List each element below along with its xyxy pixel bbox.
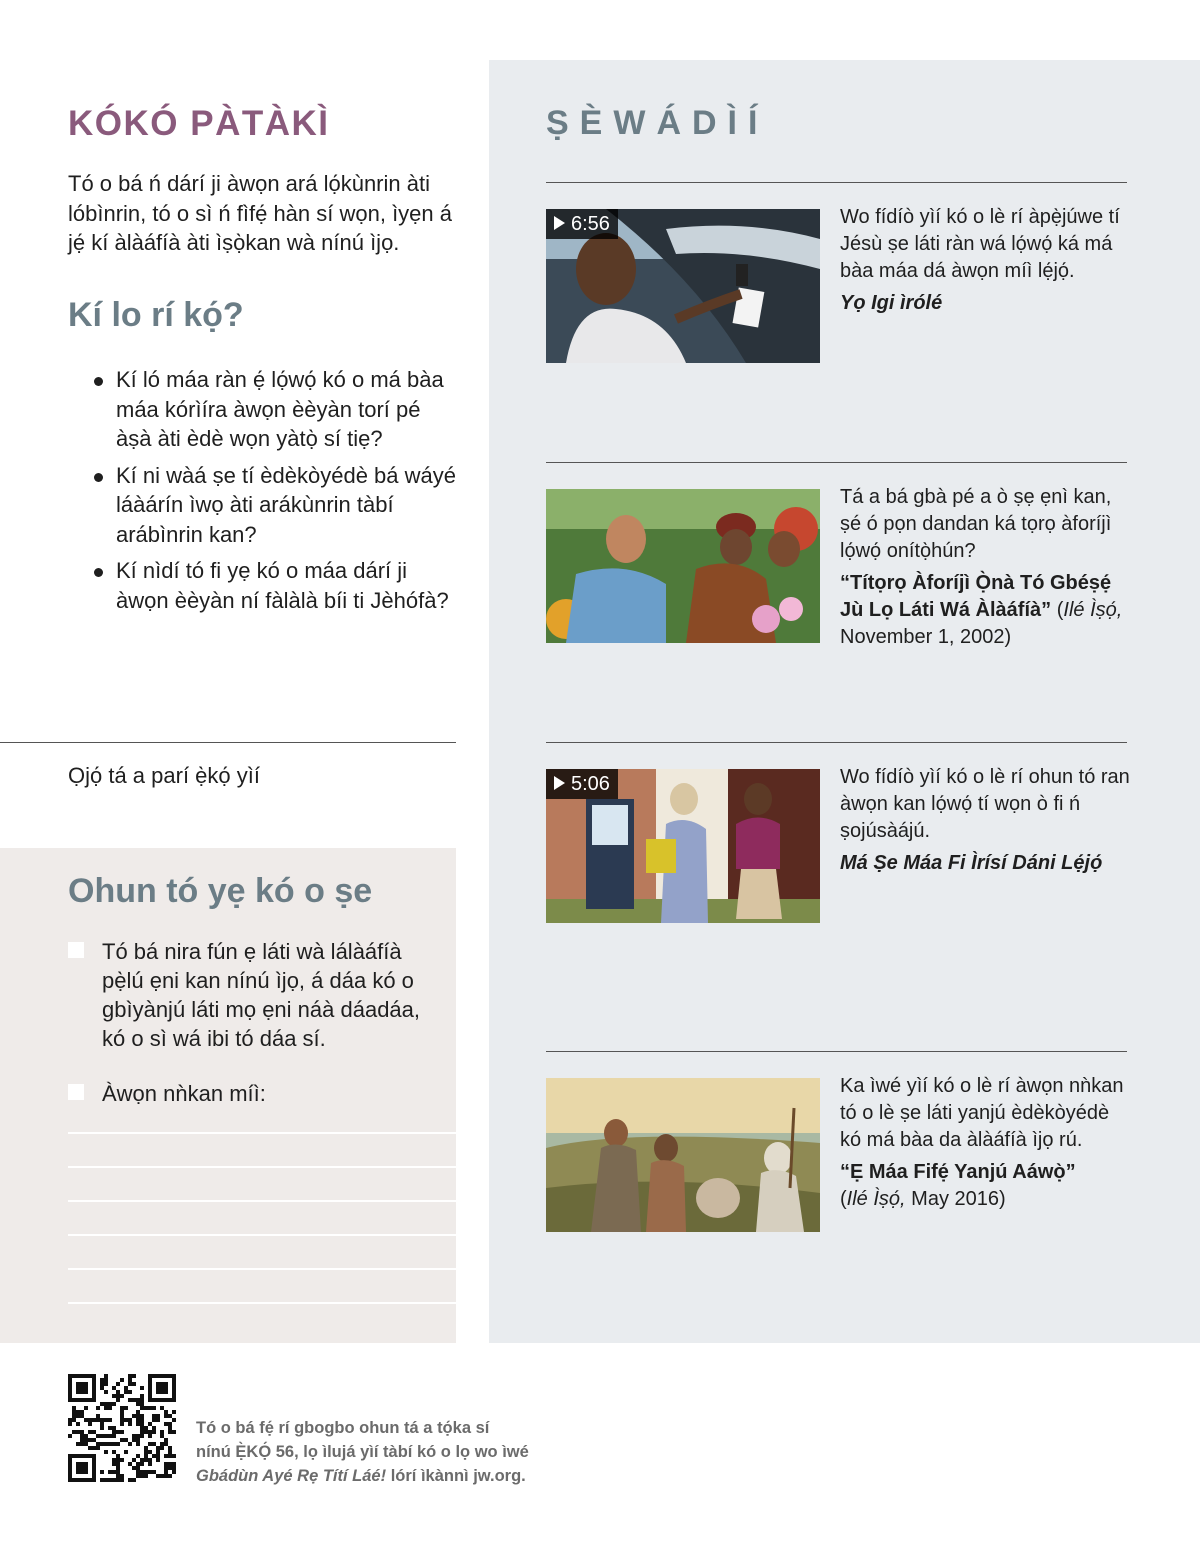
research-heading: ṢÈWÁDÌÍ xyxy=(546,104,769,142)
todo-text: Tó bá nira fún ẹ láti wà lálàáfíà pẹ̀lú ẹni kan nínú ìjọ, á dáa kó o gbìyànjú láti mọ ẹni náà dáadáa, kó o sì wá ibi tó dáa sí. xyxy=(102,939,421,1051)
question-list xyxy=(90,365,460,622)
divider xyxy=(546,462,1127,463)
todo-heading: Ohun tó yẹ kó o ṣe xyxy=(68,872,373,910)
write-line[interactable] xyxy=(68,1234,456,1236)
research-link[interactable]: Yọ Igi ìrólé xyxy=(840,292,943,314)
play-icon xyxy=(554,776,565,790)
footer-note: Tó o bá fẹ́ rí gbogbo ohun tá a tọ́ka sí nínú Ẹ̀KỌ́ 56, lọ ìlujá yìí tàbí kó o lọ wo ìwé Gbádùn Ayé Rẹ Títí Láé! lórí ìkànnì jw.org. xyxy=(196,1419,529,1485)
write-line[interactable] xyxy=(68,1166,456,1168)
research-item xyxy=(840,484,1135,651)
divider xyxy=(546,1051,1127,1052)
todo-item-other[interactable] xyxy=(68,1079,438,1108)
video-thumbnail[interactable] xyxy=(546,769,820,923)
write-line[interactable] xyxy=(68,1200,456,1202)
research-caption: Tá a bá gbà pé a ò ṣẹ ẹnì kan, ṣé ó pọn dandan ká tọrọ àforíjì lọ́wọ́ onítọ̀hún? xyxy=(840,486,1112,562)
question-item: Kí nìdí tó fi yẹ kó o máa dárí ji àwọn èèyàn ní fàlàlà bíi ti Jèhófà? xyxy=(90,556,460,615)
video-thumbnail[interactable] xyxy=(546,209,820,363)
section-kicker: KÓKÓ PÀTÀKÌ xyxy=(68,104,330,143)
todo-text: Àwọn nǹkan míì: xyxy=(102,1081,266,1106)
question-item: Kí ló máa ràn ẹ́ lọ́wọ́ kó o má bàa máa kórìíra àwọn èèyàn torí pé àṣà àti èdè wọn yàtọ̀ sí tiẹ? xyxy=(90,365,460,454)
research-link[interactable]: “Títọrọ Àforíjì Ọ̀nà Tó Gbéṣẹ́ Jù Lọ Láti Wá Àlàáfíà” (Ilé Ìṣọ́, November 1, 2002) xyxy=(840,572,1123,648)
write-line[interactable] xyxy=(68,1132,456,1134)
article-image[interactable] xyxy=(546,489,820,643)
divider xyxy=(0,742,456,743)
write-line[interactable] xyxy=(68,1268,456,1270)
research-item xyxy=(840,764,1135,877)
research-item xyxy=(840,204,1135,317)
article-image[interactable] xyxy=(546,1078,820,1232)
write-line[interactable] xyxy=(68,1302,456,1304)
questions-heading: Kí lo rí kọ́? xyxy=(68,296,244,334)
checkbox[interactable] xyxy=(68,1084,84,1100)
research-link[interactable]: Má Ṣe Máa Fi Ìrísí Dáni Lẹ́jọ́ xyxy=(840,852,1103,874)
divider xyxy=(546,742,1127,743)
intro-text: Tó o bá ń dárí ji àwọn ará lọ́kùnrin àti lóbìnrin, tó o sì ń fìfẹ́ hàn sí wọn, ìyẹn á jẹ́ kí àlàáfíà àti ìṣọ̀kan wà nínú ìjọ. xyxy=(68,171,453,255)
research-link[interactable]: “Ẹ Máa Fifẹ́ Yanjú Aáwọ̀” (Ilé Ìṣọ́, May 2016) xyxy=(840,1161,1076,1210)
research-item xyxy=(840,1073,1135,1213)
research-caption: Ka ìwé yìí kó o lè rí àwọn nǹkan tó o lè ṣe láti yanjú èdèkòyédè kó má bàa da àlàáfíà ìjọ rú. xyxy=(840,1075,1124,1151)
research-caption: Wo fídíò yìí kó o lè rí àpẹ̀júwe tí Jésù ṣe láti ràn wá lọ́wọ́ ká má bàa máa dá àwọn míì lẹ́jọ́. xyxy=(840,206,1120,282)
divider xyxy=(546,182,1127,183)
research-caption: Wo fídíò yìí kó o lè rí ohun tó ran àwọn kan lọ́wọ́ tí wọn ò fi ń ṣojúsàájú. xyxy=(840,766,1130,842)
checkbox[interactable] xyxy=(68,942,84,958)
play-icon xyxy=(554,216,565,230)
todo-item[interactable] xyxy=(68,937,438,1053)
video-duration: 5:06 xyxy=(546,769,618,799)
qr-code[interactable] xyxy=(68,1374,176,1482)
question-item: Kí ni wàá ṣe tí èdèkòyédè bá wáyé láàárín ìwọ àti arákùnrin tàbí arábìnrin kan? xyxy=(90,461,460,550)
completion-date-label: Ọjọ́ tá a parí ẹ̀kọ́ yìí xyxy=(68,763,260,788)
video-duration: 6:56 xyxy=(546,209,618,239)
